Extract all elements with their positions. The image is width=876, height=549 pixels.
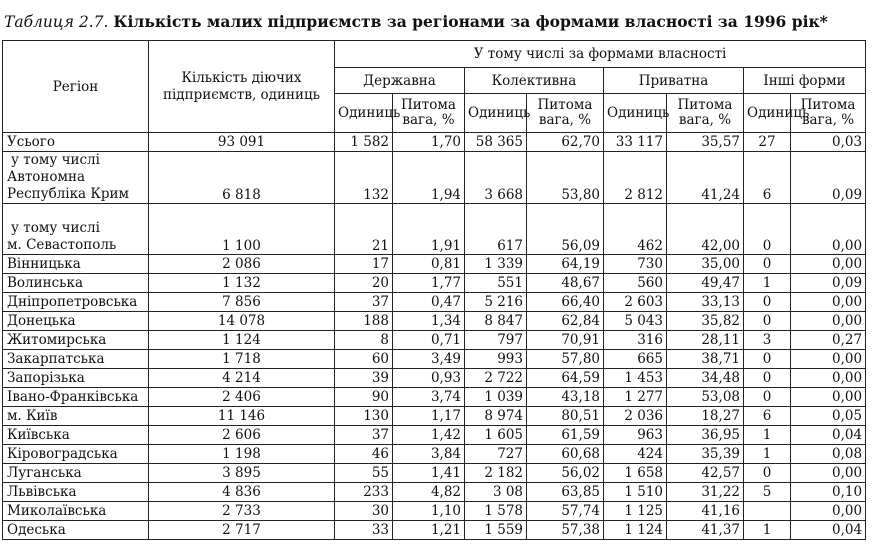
private-units-cell: 1 510	[604, 483, 667, 502]
other-share-cell: 0,00	[791, 502, 866, 521]
ownership-group-header: У тому числі за формами власності	[335, 41, 866, 68]
state-share-cell: 1,70	[393, 133, 465, 152]
state-share-cell: 1,41	[393, 464, 465, 483]
region-name: Закарпатська	[7, 351, 105, 367]
state-units-cell: 17	[335, 255, 393, 274]
private-share-cell: 35,82	[667, 312, 744, 331]
region-cell	[3, 274, 149, 293]
region-cell	[3, 388, 149, 407]
collective-units-cell: 1 578	[465, 502, 527, 521]
units-header: Одиниць	[604, 94, 667, 133]
state-share-cell: 3,84	[393, 445, 465, 464]
region-name: Миколаївська	[7, 503, 107, 519]
other-share-cell: 0,00	[791, 464, 866, 483]
state-share-cell: 1,10	[393, 502, 465, 521]
count-cell: 2 406	[149, 388, 335, 407]
other-units-cell: 0	[744, 369, 791, 388]
private-share-cell: 34,48	[667, 369, 744, 388]
collective-share-cell: 57,38	[527, 521, 604, 540]
private-units-cell: 1 277	[604, 388, 667, 407]
region-name: Кіровоградська	[7, 446, 118, 462]
other-units-cell: 0	[744, 464, 791, 483]
table-caption	[4, 10, 872, 34]
region-cell	[3, 483, 149, 502]
collective-share-cell: 57,74	[527, 502, 604, 521]
table-row	[3, 152, 866, 204]
share-header: Питома вага, %	[791, 94, 866, 133]
other-forms-header: Інші форми	[744, 68, 866, 94]
region-name: у тому числі	[11, 152, 100, 168]
collective-units-cell: 2 722	[465, 369, 527, 388]
other-units-cell: 0	[744, 293, 791, 312]
state-units-cell: 188	[335, 312, 393, 331]
other-units-cell: 0	[744, 204, 791, 255]
collective-share-cell: 62,84	[527, 312, 604, 331]
other-share-cell: 0,09	[791, 274, 866, 293]
region-name: Вінницька	[7, 256, 81, 272]
state-units-cell: 30	[335, 502, 393, 521]
other-share-cell: 0,03	[791, 133, 866, 152]
state-form-header: Державна	[335, 68, 465, 94]
share-header: Питома вага, %	[667, 94, 744, 133]
collective-share-cell: 62,70	[527, 133, 604, 152]
region-cell	[3, 152, 149, 204]
other-units-cell: 6	[744, 407, 791, 426]
count-cell: 4 836	[149, 483, 335, 502]
state-share-cell: 1,17	[393, 407, 465, 426]
state-share-cell: 3,74	[393, 388, 465, 407]
region-cell	[3, 464, 149, 483]
units-header: Одиниць	[335, 94, 393, 133]
collective-share-cell: 80,51	[527, 407, 604, 426]
share-header: Питома вага, %	[527, 94, 604, 133]
state-units-cell: 1 582	[335, 133, 393, 152]
private-share-cell: 36,95	[667, 426, 744, 445]
private-units-cell: 424	[604, 445, 667, 464]
count-cell: 4 214	[149, 369, 335, 388]
count-cell: 1 132	[149, 274, 335, 293]
other-units-cell: 0	[744, 388, 791, 407]
collective-share-cell: 43,18	[527, 388, 604, 407]
small-enterprises-table	[2, 40, 866, 540]
private-share-cell: 41,24	[667, 152, 744, 204]
private-units-cell: 1 658	[604, 464, 667, 483]
private-share-cell: 18,27	[667, 407, 744, 426]
region-name: м. Київ	[7, 408, 58, 424]
count-cell: 14 078	[149, 312, 335, 331]
table-row	[3, 445, 866, 464]
state-share-cell: 1,34	[393, 312, 465, 331]
table-row	[3, 502, 866, 521]
state-units-cell: 37	[335, 426, 393, 445]
region-cell	[3, 312, 149, 331]
share-header: Питома вага, %	[393, 94, 465, 133]
count-cell: 1 198	[149, 445, 335, 464]
other-units-cell: 1	[744, 445, 791, 464]
collective-share-cell: 60,68	[527, 445, 604, 464]
collective-units-cell: 797	[465, 331, 527, 350]
region-name: Львівська	[7, 484, 77, 500]
private-units-cell: 2 812	[604, 152, 667, 204]
private-share-cell: 35,57	[667, 133, 744, 152]
region-cell	[3, 293, 149, 312]
region-name: Запорізька	[7, 370, 85, 386]
private-share-cell: 53,08	[667, 388, 744, 407]
count-cell: 1 124	[149, 331, 335, 350]
region-cell	[3, 521, 149, 540]
region-name: Київська	[7, 427, 70, 443]
other-units-cell: 0	[744, 255, 791, 274]
region-cell	[3, 255, 149, 274]
collective-units-cell: 727	[465, 445, 527, 464]
collective-units-cell: 1 559	[465, 521, 527, 540]
region-name: Автономна	[7, 169, 86, 185]
collective-share-cell: 61,59	[527, 426, 604, 445]
other-share-cell: 0,00	[791, 204, 866, 255]
collective-share-cell: 66,40	[527, 293, 604, 312]
other-share-cell: 0,27	[791, 331, 866, 350]
collective-units-cell: 617	[465, 204, 527, 255]
collective-share-cell: 63,85	[527, 483, 604, 502]
private-share-cell: 35,39	[667, 445, 744, 464]
count-cell: 3 895	[149, 464, 335, 483]
units-header: Одиниць	[744, 94, 791, 133]
state-share-cell: 1,91	[393, 204, 465, 255]
other-units-cell: 0	[744, 350, 791, 369]
private-units-cell: 5 043	[604, 312, 667, 331]
table-row	[3, 388, 866, 407]
table-row	[3, 204, 866, 255]
private-units-cell: 1 453	[604, 369, 667, 388]
state-units-cell: 8	[335, 331, 393, 350]
collective-units-cell: 1 605	[465, 426, 527, 445]
other-units-cell: 0	[744, 312, 791, 331]
count-header: Кількість діючих підприємств, одиниць	[149, 41, 335, 133]
private-share-cell: 33,13	[667, 293, 744, 312]
region-name: Дніпропетровська	[7, 294, 138, 310]
collective-form-header: Колективна	[465, 68, 604, 94]
count-cell: 2 733	[149, 502, 335, 521]
other-share-cell: 0,00	[791, 312, 866, 331]
state-units-cell: 90	[335, 388, 393, 407]
other-units-cell: 6	[744, 152, 791, 204]
table-row	[3, 293, 866, 312]
region-name: Республіка Крим	[7, 186, 129, 202]
table-row	[3, 350, 866, 369]
table-row	[3, 133, 866, 152]
collective-units-cell: 3 668	[465, 152, 527, 204]
collective-share-cell: 64,59	[527, 369, 604, 388]
count-cell: 93 091	[149, 133, 335, 152]
state-share-cell: 3,49	[393, 350, 465, 369]
other-units-cell: 3	[744, 331, 791, 350]
private-share-cell: 35,00	[667, 255, 744, 274]
region-name: Луганська	[7, 465, 82, 481]
state-units-cell: 60	[335, 350, 393, 369]
region-name: м. Севастополь	[7, 237, 117, 253]
other-share-cell: 0,08	[791, 445, 866, 464]
count-cell: 2 717	[149, 521, 335, 540]
units-header: Одиниць	[465, 94, 527, 133]
region-cell	[3, 204, 149, 255]
private-units-cell: 665	[604, 350, 667, 369]
collective-units-cell: 58 365	[465, 133, 527, 152]
collective-share-cell: 53,80	[527, 152, 604, 204]
state-share-cell: 0,93	[393, 369, 465, 388]
region-name: у тому числі	[11, 220, 100, 236]
collective-units-cell: 5 216	[465, 293, 527, 312]
collective-units-cell: 3 08	[465, 483, 527, 502]
private-units-cell: 316	[604, 331, 667, 350]
table-row	[3, 312, 866, 331]
collective-units-cell: 8 974	[465, 407, 527, 426]
region-cell	[3, 426, 149, 445]
count-cell: 1 100	[149, 204, 335, 255]
table-row	[3, 464, 866, 483]
private-share-cell: 49,47	[667, 274, 744, 293]
private-share-cell: 38,71	[667, 350, 744, 369]
state-units-cell: 33	[335, 521, 393, 540]
table-row	[3, 331, 866, 350]
region-header: Регіон	[3, 41, 149, 133]
collective-units-cell: 1 339	[465, 255, 527, 274]
other-share-cell: 0,00	[791, 350, 866, 369]
private-share-cell: 42,00	[667, 204, 744, 255]
table-row	[3, 407, 866, 426]
state-units-cell: 130	[335, 407, 393, 426]
table-body	[3, 133, 866, 540]
state-units-cell: 55	[335, 464, 393, 483]
other-units-cell: 1	[744, 521, 791, 540]
private-share-cell: 41,37	[667, 521, 744, 540]
count-cell: 2 086	[149, 255, 335, 274]
other-share-cell: 0,04	[791, 521, 866, 540]
collective-share-cell: 56,09	[527, 204, 604, 255]
collective-units-cell: 551	[465, 274, 527, 293]
other-units-cell: 1	[744, 274, 791, 293]
collective-share-cell: 56,02	[527, 464, 604, 483]
private-share-cell: 31,22	[667, 483, 744, 502]
collective-share-cell: 64,19	[527, 255, 604, 274]
private-units-cell: 33 117	[604, 133, 667, 152]
other-units-cell	[744, 502, 791, 521]
state-share-cell: 0,81	[393, 255, 465, 274]
state-units-cell: 46	[335, 445, 393, 464]
region-cell	[3, 369, 149, 388]
other-share-cell: 0,05	[791, 407, 866, 426]
collective-units-cell: 1 039	[465, 388, 527, 407]
state-units-cell: 21	[335, 204, 393, 255]
other-share-cell: 0,00	[791, 255, 866, 274]
private-units-cell: 560	[604, 274, 667, 293]
region-name: Волинська	[7, 275, 84, 291]
region-cell	[3, 502, 149, 521]
collective-units-cell: 8 847	[465, 312, 527, 331]
state-share-cell: 1,42	[393, 426, 465, 445]
other-share-cell: 0,10	[791, 483, 866, 502]
other-share-cell: 0,00	[791, 293, 866, 312]
region-name: Івано-Франківська	[7, 389, 139, 405]
table-title: Кількість малих підприємств за регіонами за формами власності за 1996 рік*	[113, 12, 828, 31]
private-share-cell: 28,11	[667, 331, 744, 350]
private-units-cell: 2 036	[604, 407, 667, 426]
count-cell: 6 818	[149, 152, 335, 204]
collective-share-cell: 70,91	[527, 331, 604, 350]
private-units-cell: 462	[604, 204, 667, 255]
region-name: Усього	[7, 134, 55, 150]
region-cell	[3, 407, 149, 426]
private-units-cell: 1 125	[604, 502, 667, 521]
count-cell: 2 606	[149, 426, 335, 445]
private-units-cell: 2 603	[604, 293, 667, 312]
other-share-cell: 0,09	[791, 152, 866, 204]
region-cell	[3, 350, 149, 369]
collective-share-cell: 48,67	[527, 274, 604, 293]
private-units-cell: 1 124	[604, 521, 667, 540]
state-units-cell: 39	[335, 369, 393, 388]
table-row	[3, 369, 866, 388]
table-row	[3, 483, 866, 502]
region-name: Донецька	[7, 313, 76, 329]
private-share-cell: 42,57	[667, 464, 744, 483]
region-name: Одеська	[7, 522, 66, 538]
state-share-cell: 1,21	[393, 521, 465, 540]
region-name: Житомирська	[7, 332, 107, 348]
private-form-header: Приватна	[604, 68, 744, 94]
table-row	[3, 521, 866, 540]
table-number: Таблиця 2.7.	[4, 13, 109, 31]
private-units-cell: 730	[604, 255, 667, 274]
region-cell	[3, 331, 149, 350]
count-cell: 7 856	[149, 293, 335, 312]
other-units-cell: 27	[744, 133, 791, 152]
state-share-cell: 1,77	[393, 274, 465, 293]
region-cell	[3, 445, 149, 464]
table-row	[3, 426, 866, 445]
other-share-cell: 0,00	[791, 369, 866, 388]
state-share-cell: 4,82	[393, 483, 465, 502]
state-share-cell: 0,71	[393, 331, 465, 350]
collective-units-cell: 2 182	[465, 464, 527, 483]
table-row	[3, 255, 866, 274]
other-units-cell: 5	[744, 483, 791, 502]
state-units-cell: 20	[335, 274, 393, 293]
private-units-cell: 963	[604, 426, 667, 445]
other-units-cell: 1	[744, 426, 791, 445]
count-cell: 11 146	[149, 407, 335, 426]
private-share-cell: 41,16	[667, 502, 744, 521]
count-cell: 1 718	[149, 350, 335, 369]
collective-share-cell: 57,80	[527, 350, 604, 369]
other-share-cell: 0,04	[791, 426, 866, 445]
other-share-cell: 0,00	[791, 388, 866, 407]
collective-units-cell: 993	[465, 350, 527, 369]
state-units-cell: 132	[335, 152, 393, 204]
state-share-cell: 0,47	[393, 293, 465, 312]
table-row	[3, 274, 866, 293]
state-units-cell: 233	[335, 483, 393, 502]
state-units-cell: 37	[335, 293, 393, 312]
state-share-cell: 1,94	[393, 152, 465, 204]
region-cell	[3, 133, 149, 152]
